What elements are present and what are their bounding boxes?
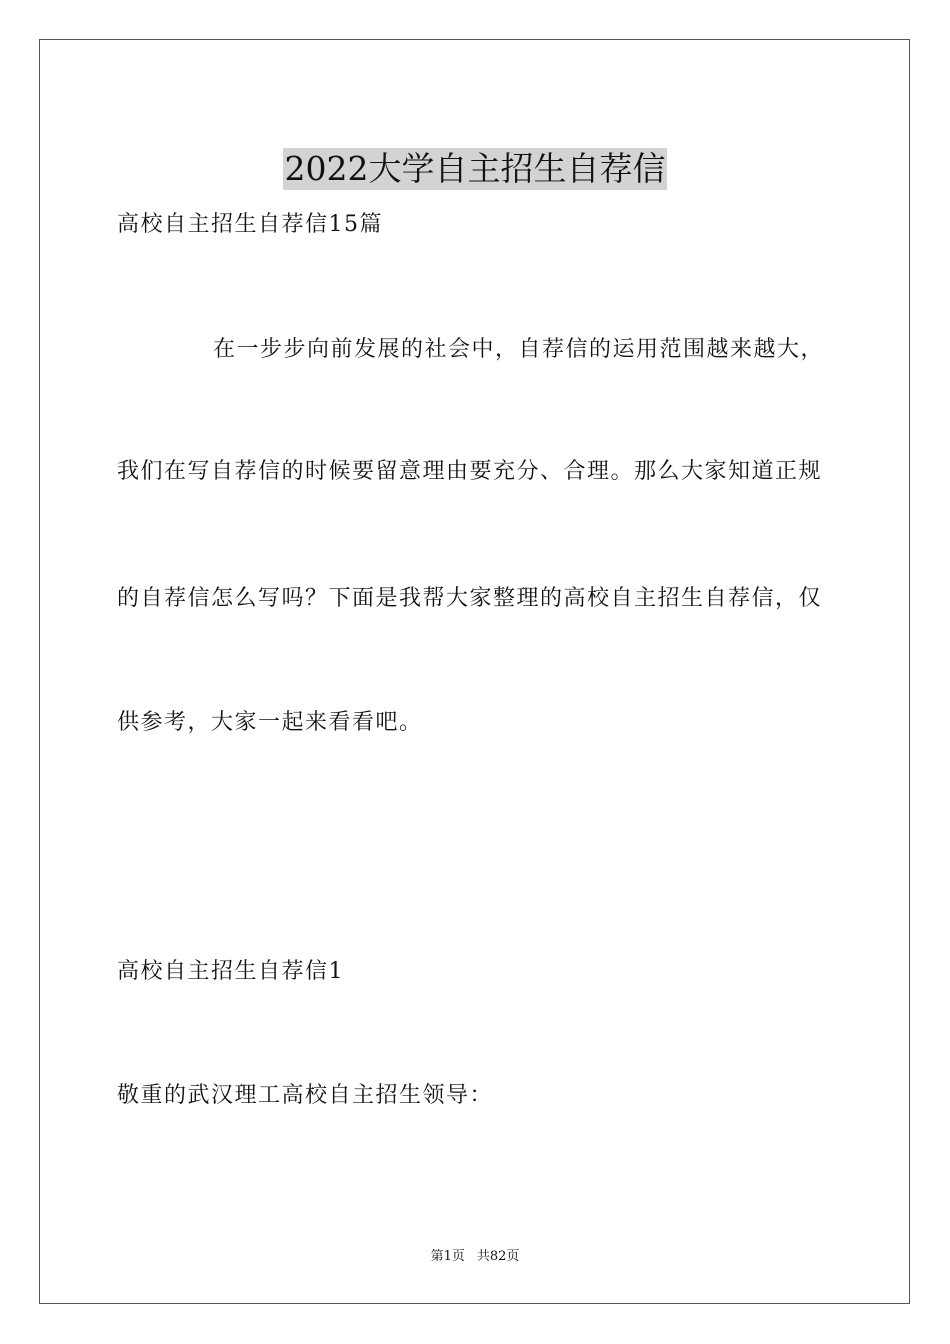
salutation: 敬重的武汉理工高校自主招生领导：	[117, 1083, 494, 1108]
section-heading: 高校自主招生自荐信1	[117, 959, 344, 984]
document-subtitle: 高校自主招生自荐信15篇	[117, 212, 383, 237]
intro-line-1: 在一步步向前发展的社会中，自荐信的运用范围越来越大，	[213, 337, 825, 362]
intro-line-3: 的自荐信怎么写吗？下面是我帮大家整理的高校自主招生自荐信，仅	[117, 586, 823, 611]
intro-line-4: 供参考，大家一起来看看吧。	[117, 710, 423, 735]
intro-line-2: 我们在写自荐信的时候要留意理由要充分、合理。那么大家知道正规	[117, 459, 823, 484]
document-title: 2022大学自主招生自荐信	[284, 149, 666, 189]
page-total: 共82页	[476, 1249, 520, 1264]
page-footer	[0, 1248, 950, 1266]
page-number: 第1页	[430, 1249, 465, 1264]
title-container	[0, 126, 950, 212]
